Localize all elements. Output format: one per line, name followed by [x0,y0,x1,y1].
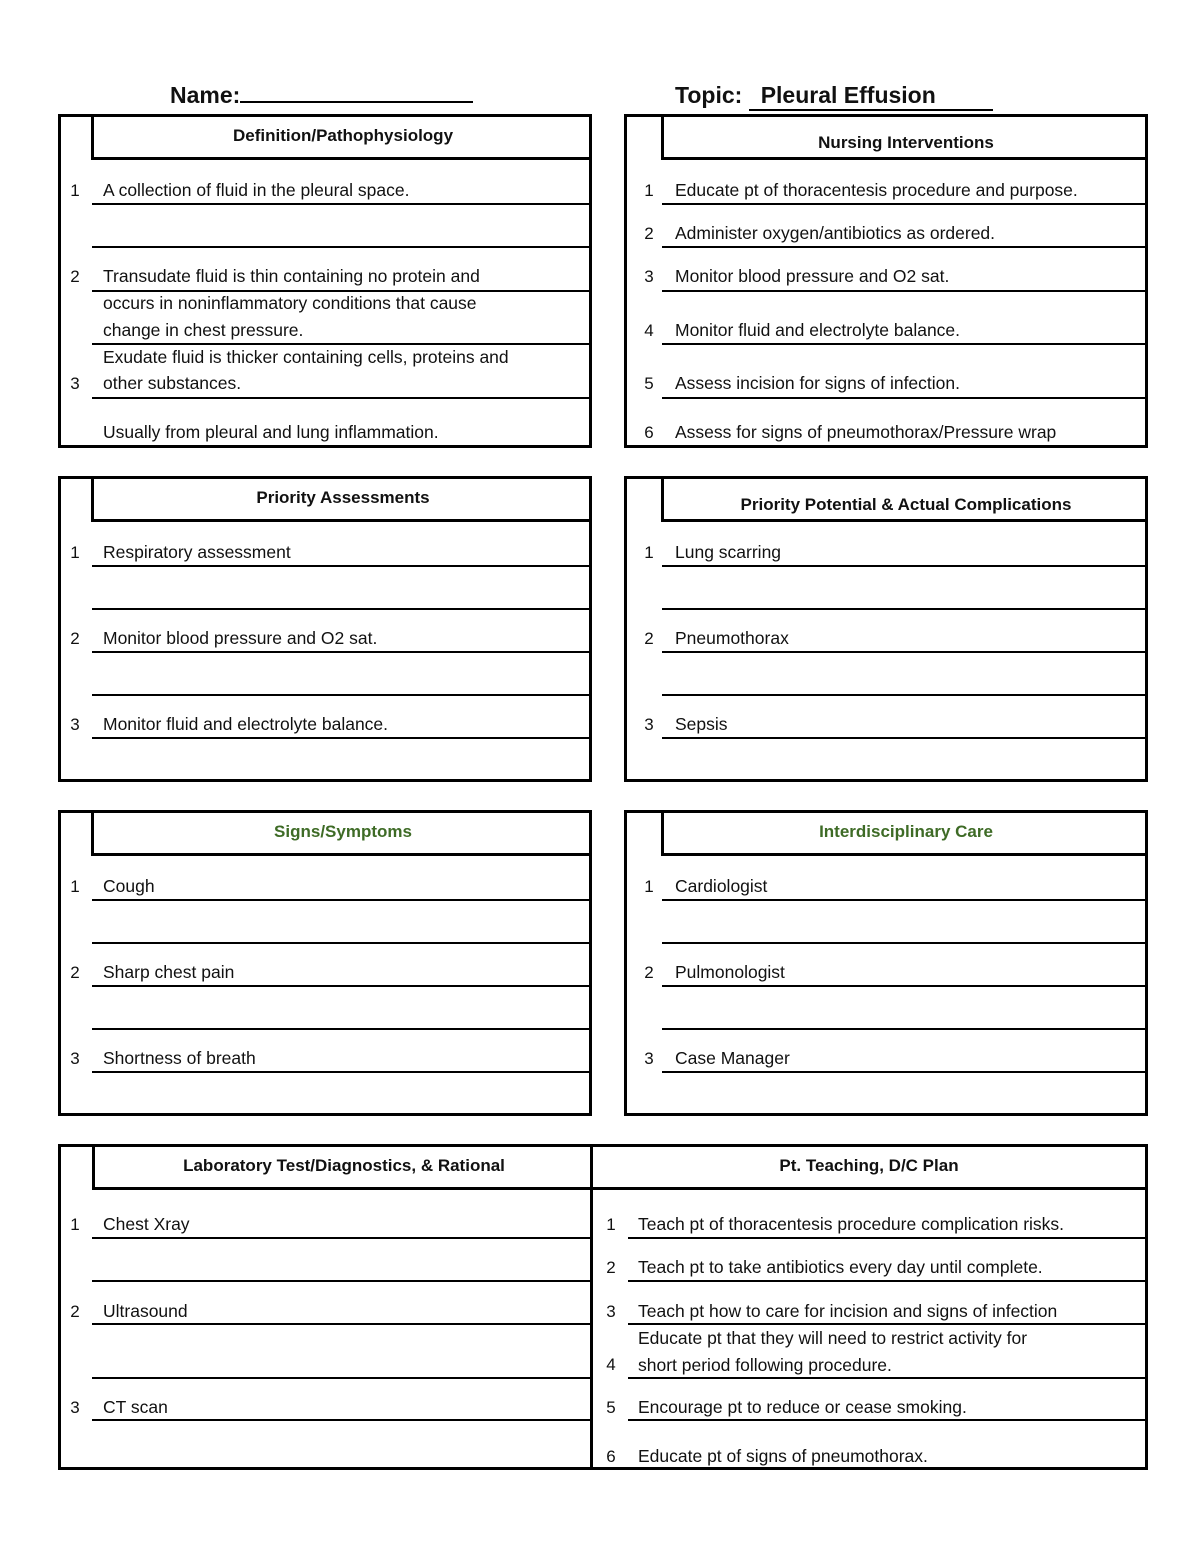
definition-text: other substances. [103,373,242,393]
teaching-text: Educate pt of signs of pneumothorax. [638,1446,928,1466]
item-number: 2 [644,629,654,648]
signs-symptoms-title: Signs/Symptoms [91,810,592,856]
nursing-interventions-title: Nursing Interventions [661,114,1148,160]
name-blank[interactable] [240,83,473,103]
symptom-text: Sharp chest pain [103,962,235,982]
nursing-text: Assess for signs of pneumothorax/Pressure wrap [675,422,1057,442]
line [92,942,592,944]
line [92,1377,592,1379]
item-number: 5 [644,374,654,393]
item-number: 2 [70,629,80,648]
line [92,246,592,248]
item-number: 1 [70,543,80,562]
priority-assessments-title: Priority Assessments [91,476,592,522]
item-number: 3 [70,374,80,393]
lab-teaching-box [58,1144,1148,1470]
item-number: 2 [644,224,654,243]
interdisciplinary-text: Cardiologist [675,876,768,896]
line [662,737,1148,739]
nursing-text: Administer oxygen/antibiotics as ordered. [675,223,996,243]
lab-text: Ultrasound [103,1301,188,1321]
definition-box [58,114,592,448]
nursing-interventions-box [624,114,1148,448]
item-number: 2 [70,267,80,286]
item-number: 1 [70,181,80,200]
nursing-text: Monitor fluid and electrolyte balance. [675,320,961,340]
line [92,608,592,610]
priority-assessments-box [58,476,592,782]
item-number: 2 [606,1258,616,1277]
line [662,1028,1148,1030]
nursing-text: Assess incision for signs of infection. [675,373,960,393]
topic-label: Topic: [675,82,743,108]
definition-text: A collection of fluid in the pleural space. [103,180,410,200]
item-number: 6 [606,1447,616,1466]
definition-text: occurs in noninflammatory conditions that cause [103,293,477,313]
assessment-text: Monitor blood pressure and O2 sat. [103,628,378,648]
column-divider [590,1144,593,1470]
complication-text: Lung scarring [675,542,782,562]
teaching-title: Pt. Teaching, D/C Plan [590,1144,1148,1190]
complication-text: Pneumothorax [675,628,789,648]
definition-text: Transudate fluid is thin containing no protein and [103,266,480,286]
topic-field [675,82,993,111]
topic-value: Pleural Effusion [749,82,993,111]
teaching-text: Teach pt of thoracentesis procedure complication risks. [638,1214,1065,1234]
signs-symptoms-box [58,810,592,1116]
teaching-text: Educate pt that they will need to restrict activity for [638,1328,1028,1348]
definition-text: Usually from pleural and lung inflammation. [103,422,439,442]
line [662,694,1148,696]
interdisciplinary-text: Pulmonologist [675,962,785,982]
item-number: 1 [70,877,80,896]
item-number: 3 [644,715,654,734]
interdisciplinary-care-title: Interdisciplinary Care [661,810,1148,856]
interdisciplinary-care-box [624,810,1148,1116]
lab-text: CT scan [103,1397,168,1417]
teaching-text: Teach pt to take antibiotics every day until complete. [638,1257,1043,1277]
item-number: 4 [606,1355,616,1374]
item-number: 3 [644,1049,654,1068]
name-field [170,82,473,109]
item-number: 2 [644,963,654,982]
item-number: 3 [70,1398,80,1417]
line [92,397,592,399]
item-number: 3 [70,715,80,734]
item-number: 1 [70,1215,80,1234]
nursing-text: Monitor blood pressure and O2 sat. [675,266,950,286]
definition-title: Definition/Pathophysiology [91,114,592,160]
item-number: 4 [644,321,654,340]
item-number: 5 [606,1398,616,1417]
item-number: 1 [644,181,654,200]
item-number: 1 [644,877,654,896]
line [92,694,592,696]
item-number: 1 [644,543,654,562]
teaching-text: Encourage pt to reduce or cease smoking. [638,1397,967,1417]
line [662,397,1148,399]
definition-text: Exudate fluid is thicker containing cells, proteins and [103,347,509,367]
item-number: 3 [644,267,654,286]
line [92,899,592,901]
lab-title: Laboratory Test/Diagnostics, & Rational [92,1144,593,1190]
line [662,942,1148,944]
line [92,1280,592,1282]
teaching-text: Teach pt how to care for incision and signs of infection [638,1301,1058,1321]
item-number: 3 [606,1302,616,1321]
interdisciplinary-text: Case Manager [675,1048,790,1068]
line [662,608,1148,610]
symptom-text: Shortness of breath [103,1048,256,1068]
line [92,1028,592,1030]
complication-text: Sepsis [675,714,728,734]
item-number: 2 [70,1302,80,1321]
complications-title: Priority Potential & Actual Complications [661,476,1148,522]
lab-text: Chest Xray [103,1214,190,1234]
assessment-text: Respiratory assessment [103,542,291,562]
item-number: 3 [70,1049,80,1068]
nursing-text: Educate pt of thoracentesis procedure and purpose. [675,180,1078,200]
complications-box [624,476,1148,782]
item-number: 6 [644,423,654,442]
line [662,290,1148,292]
assessment-text: Monitor fluid and electrolyte balance. [103,714,389,734]
definition-text: change in chest pressure. [103,320,304,340]
symptom-text: Cough [103,876,155,896]
item-number: 2 [70,963,80,982]
name-label: Name: [170,82,241,108]
teaching-text: short period following procedure. [638,1355,892,1375]
item-number: 1 [606,1215,616,1234]
